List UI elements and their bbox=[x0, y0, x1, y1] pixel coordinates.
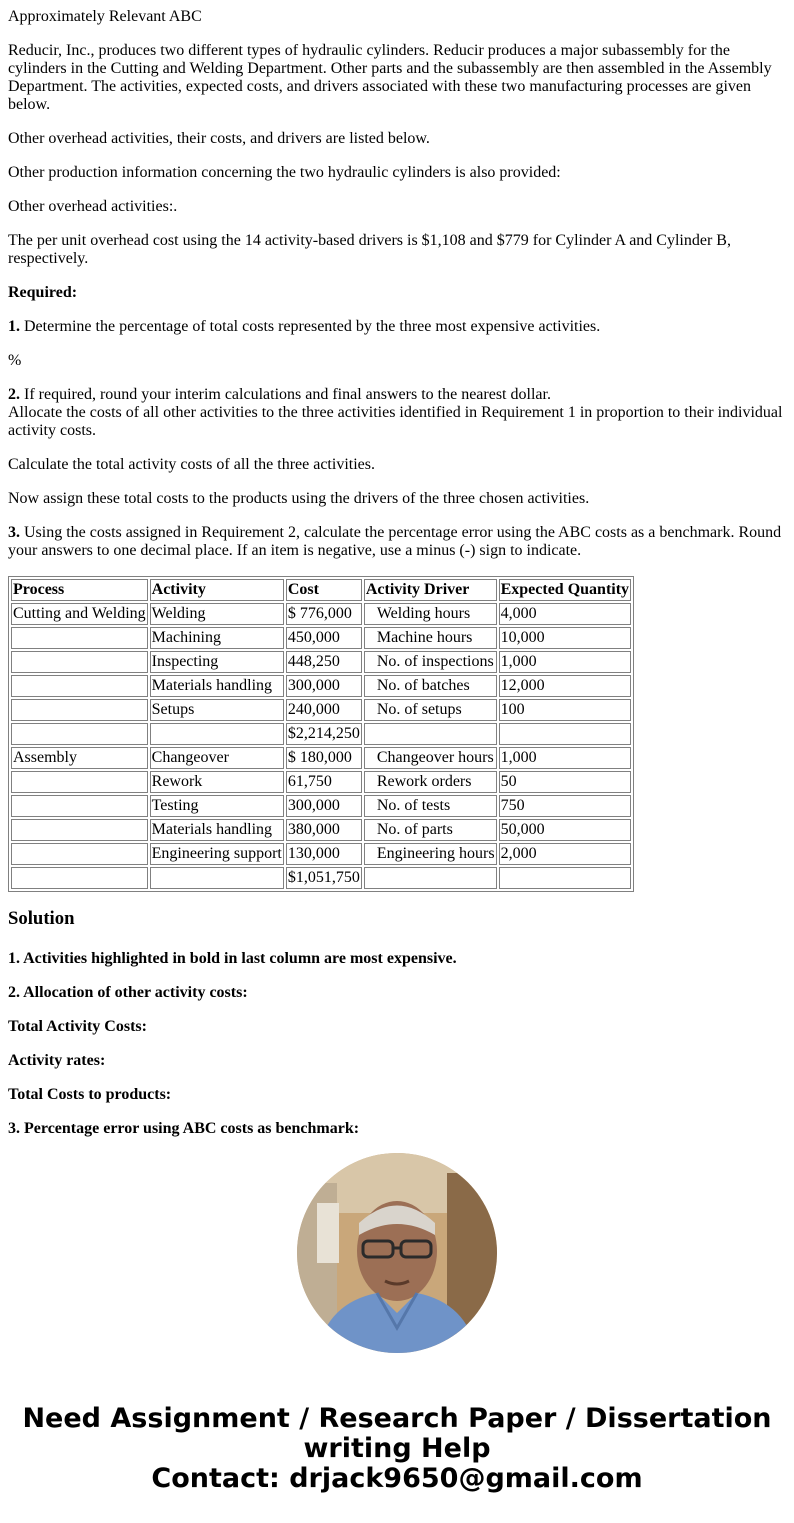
cell-cost: $ 776,000 bbox=[286, 603, 362, 625]
cell-activity-driver bbox=[364, 867, 497, 889]
cell-expected-quantity: 1,000 bbox=[499, 651, 631, 673]
production-info-paragraph: Other production information concerning the two hydraulic cylinders is also provided: bbox=[8, 164, 561, 181]
cell-process bbox=[11, 867, 148, 889]
solution-heading: Solution bbox=[8, 908, 75, 929]
table-row bbox=[11, 819, 631, 841]
cell-expected-quantity bbox=[499, 723, 631, 745]
cell-activity: Inspecting bbox=[150, 651, 284, 673]
solution-total-costs-to-products: Total Costs to products: bbox=[8, 1086, 172, 1103]
cell-cost: 450,000 bbox=[286, 627, 362, 649]
cell-cost: 300,000 bbox=[286, 795, 362, 817]
cell-cost: 448,250 bbox=[286, 651, 362, 673]
cell-process bbox=[11, 843, 148, 865]
cell-cost: $2,214,250 bbox=[286, 723, 362, 745]
other-overhead-paragraph: Other overhead activities, their costs, and drivers are listed below. bbox=[8, 130, 430, 147]
table-row bbox=[11, 771, 631, 793]
cell-process bbox=[11, 675, 148, 697]
author-photo bbox=[297, 1153, 497, 1353]
cell-process: Cutting and Welding bbox=[11, 603, 148, 625]
cell-cost: 300,000 bbox=[286, 675, 362, 697]
solution-1: 1. Activities highlighted in bold in last column are most expensive. bbox=[8, 950, 457, 967]
requirement-1 bbox=[8, 318, 786, 336]
requirement-3-number: 3. bbox=[8, 524, 20, 541]
footer-contact: Contact: drjack9650@gmail.com bbox=[151, 1463, 643, 1494]
cell-activity-driver: No. of inspections bbox=[364, 651, 497, 673]
cell-activity bbox=[150, 867, 284, 889]
percent-answer: % bbox=[8, 352, 22, 369]
header-expected-quantity: Expected Quantity bbox=[499, 579, 631, 601]
header-activity-driver: Activity Driver bbox=[364, 579, 497, 601]
cell-process bbox=[11, 795, 148, 817]
cell-activity bbox=[150, 723, 284, 745]
cell-expected-quantity: 750 bbox=[499, 795, 631, 817]
cell-activity: Materials handling bbox=[150, 819, 284, 841]
cell-activity: Changeover bbox=[150, 747, 284, 769]
table-row bbox=[11, 723, 631, 745]
cell-activity-driver: Rework orders bbox=[364, 771, 497, 793]
cell-activity: Materials handling bbox=[150, 675, 284, 697]
cell-process bbox=[11, 627, 148, 649]
cell-activity: Engineering support bbox=[150, 843, 284, 865]
requirement-3-text: Using the costs assigned in Requirement 2, calculate the percentage error using the ABC costs as a benchmark. Round your answers to one decimal place. If an item is negative, use a minus (-) sign to indicate. bbox=[8, 524, 782, 559]
table-row bbox=[11, 603, 631, 625]
cell-activity-driver: Machine hours bbox=[364, 627, 497, 649]
solution-total-activity-costs: Total Activity Costs: bbox=[8, 1018, 147, 1035]
requirement-2 bbox=[8, 386, 786, 440]
cell-activity-driver bbox=[364, 723, 497, 745]
table-row bbox=[11, 675, 631, 697]
requirement-2-number: 2. bbox=[8, 386, 20, 403]
cell-activity-driver: No. of tests bbox=[364, 795, 497, 817]
author-avatar bbox=[297, 1153, 497, 1353]
activity-cost-table bbox=[8, 576, 634, 892]
cell-process bbox=[11, 723, 148, 745]
cell-cost: 130,000 bbox=[286, 843, 362, 865]
requirement-3 bbox=[8, 524, 786, 560]
cell-activity-driver: No. of setups bbox=[364, 699, 497, 721]
cell-activity: Setups bbox=[150, 699, 284, 721]
other-overhead-label: Other overhead activities:. bbox=[8, 198, 178, 215]
intro-paragraph: Reducir, Inc., produces two different types of hydraulic cylinders. Reducir produces a major subassembly for the cylinders in the Cutting and Welding Department. Other parts and the subassembly are then assembled in the Assembly Department. The activities, expected costs, and drivers associated with these two manufacturing processes are given below. bbox=[8, 42, 772, 113]
cell-activity: Testing bbox=[150, 795, 284, 817]
table-row bbox=[11, 651, 631, 673]
per-unit-cost-paragraph: The per unit overhead cost using the 14 activity-based drivers is $1,108 and $779 for Cylinder A and Cylinder B, respectively. bbox=[8, 232, 731, 267]
cell-expected-quantity: 12,000 bbox=[499, 675, 631, 697]
requirement-2-text-b: Allocate the costs of all other activities to the three activities identified in Requirement 1 in proportion to their individual activity costs. bbox=[8, 404, 783, 439]
table-row bbox=[11, 867, 631, 889]
cell-activity-driver: No. of parts bbox=[364, 819, 497, 841]
solution-activity-rates: Activity rates: bbox=[8, 1052, 106, 1069]
table-header-row bbox=[11, 579, 631, 601]
footer-line-1: Need Assignment / Research Paper / Dissertation writing Help bbox=[22, 1403, 772, 1464]
cell-cost: 61,750 bbox=[286, 771, 362, 793]
requirement-2-text-a: If required, round your interim calculations and final answers to the nearest dollar. bbox=[20, 386, 551, 403]
assign-paragraph: Now assign these total costs to the products using the drivers of the three chosen activities. bbox=[8, 490, 590, 507]
document-title: Approximately Relevant ABC bbox=[8, 8, 202, 25]
cell-activity-driver: Changeover hours bbox=[364, 747, 497, 769]
cell-activity-driver: Engineering hours bbox=[364, 843, 497, 865]
header-process: Process bbox=[11, 579, 148, 601]
cell-expected-quantity bbox=[499, 867, 631, 889]
cell-expected-quantity: 4,000 bbox=[499, 603, 631, 625]
cell-process bbox=[11, 819, 148, 841]
table-row bbox=[11, 627, 631, 649]
cell-expected-quantity: 2,000 bbox=[499, 843, 631, 865]
cell-cost: $1,051,750 bbox=[286, 867, 362, 889]
cell-expected-quantity: 50,000 bbox=[499, 819, 631, 841]
table-row bbox=[11, 699, 631, 721]
cell-process bbox=[11, 699, 148, 721]
cell-activity: Rework bbox=[150, 771, 284, 793]
footer-ad bbox=[0, 1404, 794, 1494]
header-cost: Cost bbox=[286, 579, 362, 601]
cell-activity-driver: No. of batches bbox=[364, 675, 497, 697]
cell-cost: 240,000 bbox=[286, 699, 362, 721]
cell-activity: Machining bbox=[150, 627, 284, 649]
cell-activity-driver: Welding hours bbox=[364, 603, 497, 625]
required-heading: Required: bbox=[8, 284, 78, 301]
cell-expected-quantity: 100 bbox=[499, 699, 631, 721]
calc-total-paragraph: Calculate the total activity costs of all the three activities. bbox=[8, 456, 375, 473]
table-row bbox=[11, 747, 631, 769]
cell-cost: $ 180,000 bbox=[286, 747, 362, 769]
header-activity: Activity bbox=[150, 579, 284, 601]
cell-cost: 380,000 bbox=[286, 819, 362, 841]
cell-activity: Welding bbox=[150, 603, 284, 625]
table-row bbox=[11, 795, 631, 817]
cell-process: Assembly bbox=[11, 747, 148, 769]
requirement-1-number: 1. bbox=[8, 318, 20, 335]
cell-process bbox=[11, 771, 148, 793]
table-row bbox=[11, 843, 631, 865]
solution-3: 3. Percentage error using ABC costs as benchmark: bbox=[8, 1120, 360, 1137]
cell-process bbox=[11, 651, 148, 673]
requirement-1-text: Determine the percentage of total costs represented by the three most expensive activities. bbox=[20, 318, 601, 335]
cell-expected-quantity: 1,000 bbox=[499, 747, 631, 769]
cell-expected-quantity: 10,000 bbox=[499, 627, 631, 649]
cell-expected-quantity: 50 bbox=[499, 771, 631, 793]
solution-2: 2. Allocation of other activity costs: bbox=[8, 984, 248, 1001]
